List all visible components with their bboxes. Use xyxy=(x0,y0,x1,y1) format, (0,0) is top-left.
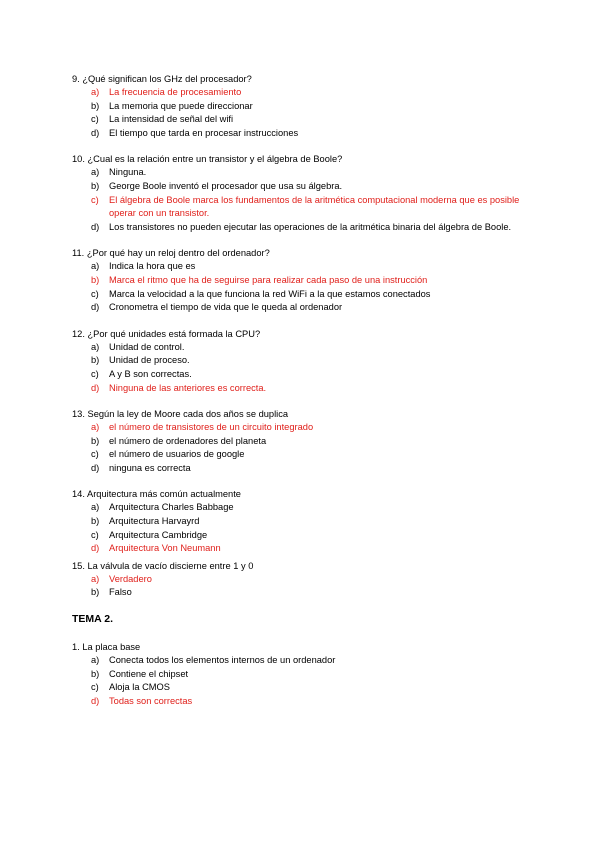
option-text: el número de ordenadores del planeta xyxy=(109,435,267,446)
answer-option xyxy=(91,462,532,476)
option-letter: a) xyxy=(91,502,100,513)
option-text: Arquitectura Cambridge xyxy=(109,529,208,540)
option-letter: c) xyxy=(91,682,99,693)
answer-option-correct xyxy=(91,194,532,221)
option-letter: d) xyxy=(91,302,100,313)
option-text: Arquitectura Von Neumann xyxy=(109,543,221,554)
option-text: Ninguna. xyxy=(109,167,147,178)
answer-option-correct xyxy=(91,274,532,288)
tema-2-questions xyxy=(72,640,532,708)
question xyxy=(72,72,532,140)
option-letter: b) xyxy=(91,274,100,285)
question xyxy=(72,407,532,475)
answer-option xyxy=(91,668,532,682)
question xyxy=(72,246,532,314)
option-text: Falso xyxy=(109,587,132,598)
question xyxy=(72,327,532,395)
option-letter: d) xyxy=(91,695,100,706)
option-letter: c) xyxy=(91,288,99,299)
option-letter: b) xyxy=(91,435,100,446)
question-title: 11. ¿Por qué hay un reloj dentro del ordenador? xyxy=(72,248,270,259)
answer-option-correct xyxy=(91,542,532,556)
option-letter: c) xyxy=(91,529,99,540)
option-text: Verdadero xyxy=(109,573,152,584)
option-letter: c) xyxy=(91,449,99,460)
option-letter: c) xyxy=(91,194,99,205)
option-letter: b) xyxy=(91,587,100,598)
answer-option xyxy=(91,654,532,668)
option-text: Contiene el chipset xyxy=(109,668,189,679)
option-text: El tiempo que tarda en procesar instrucciones xyxy=(109,127,299,138)
answer-option xyxy=(91,448,532,462)
option-letter: a) xyxy=(91,341,100,352)
question-title: 12. ¿Por qué unidades está formada la CPU? xyxy=(72,328,261,339)
question-title: 15. La válvula de vacío discierne entre 1 y 0 xyxy=(72,560,254,571)
section-title: TEMA 2. xyxy=(72,613,114,626)
answer-option xyxy=(91,127,532,141)
question xyxy=(72,559,532,600)
question xyxy=(72,640,532,708)
answer-option xyxy=(91,288,532,302)
question-title: 13. Según la ley de Moore cada dos años se duplica xyxy=(72,409,289,420)
option-letter: d) xyxy=(91,127,100,138)
option-text: Todas son correctas xyxy=(109,695,193,706)
answer-option xyxy=(91,586,532,600)
answer-option xyxy=(91,260,532,274)
answer-option xyxy=(91,341,532,355)
answer-option xyxy=(91,100,532,114)
option-text: Aloja la CMOS xyxy=(109,682,170,693)
option-text: Arquitectura Harvayrd xyxy=(109,516,200,527)
option-text: A y B son correctas. xyxy=(109,368,192,379)
option-letter: b) xyxy=(91,668,100,679)
option-text: George Boole inventó el procesador que usa su álgebra. xyxy=(109,180,343,191)
option-text: El álgebra de Boole marca los fundamentos de la aritmética computacional moderna que es posible operar con un transistor. xyxy=(109,194,520,219)
option-letter: b) xyxy=(91,355,100,366)
answer-option xyxy=(91,681,532,695)
answer-option xyxy=(91,166,532,180)
option-letter: b) xyxy=(91,100,100,111)
option-text: Cronometra el tiempo de vida que le queda al ordenador xyxy=(109,302,343,313)
option-letter: b) xyxy=(91,180,100,191)
option-text: La intensidad de señal del wifi xyxy=(109,114,234,125)
option-text: Arquitectura Charles Babbage xyxy=(109,502,234,513)
option-letter: c) xyxy=(91,368,99,379)
option-letter: a) xyxy=(91,167,100,178)
answer-option xyxy=(91,354,532,368)
answer-option xyxy=(91,113,532,127)
option-letter: d) xyxy=(91,462,100,473)
option-letter: d) xyxy=(91,221,100,232)
question xyxy=(72,487,532,555)
answer-option xyxy=(91,435,532,449)
answer-option xyxy=(91,221,532,235)
question xyxy=(72,152,532,234)
option-letter: a) xyxy=(91,655,100,666)
tema-1-questions xyxy=(72,72,532,600)
answer-option xyxy=(91,515,532,529)
option-text: Ninguna de las anteriores es correcta. xyxy=(109,382,267,393)
option-text: Conecta todos los elementos internos de un ordenador xyxy=(109,655,336,666)
answer-option-correct xyxy=(91,695,532,709)
answer-option-correct xyxy=(91,86,532,100)
answer-option-correct xyxy=(91,573,532,587)
option-letter: a) xyxy=(91,422,100,433)
answer-option xyxy=(91,529,532,543)
option-letter: a) xyxy=(91,573,100,584)
question-title: 1. La placa base xyxy=(72,642,141,653)
option-text: La memoria que puede direccionar xyxy=(109,100,253,111)
question-title: 9. ¿Qué significan los GHz del procesador? xyxy=(72,74,252,84)
option-text: Unidad de proceso. xyxy=(109,355,190,366)
option-letter: a) xyxy=(91,87,100,97)
answer-option xyxy=(91,368,532,382)
question-title: 10. ¿Cual es la relación entre un transistor y el álgebra de Boole? xyxy=(72,154,343,165)
option-text: el número de usuarios de google xyxy=(109,449,245,460)
answer-option xyxy=(91,301,532,315)
answer-option-correct xyxy=(91,382,532,396)
option-text: La frecuencia de procesamiento xyxy=(109,87,242,97)
question-list xyxy=(72,72,532,720)
option-letter: c) xyxy=(91,114,99,125)
option-text: ninguna es correcta xyxy=(109,462,191,473)
option-text: Unidad de control. xyxy=(109,341,185,352)
option-text: el número de transistores de un circuito integrado xyxy=(109,422,314,433)
option-text: Marca la velocidad a la que funciona la red WiFi a la que estamos conectados xyxy=(109,288,431,299)
option-letter: b) xyxy=(91,516,100,527)
option-text: Indica la hora que es xyxy=(109,261,196,272)
answer-option xyxy=(91,501,532,515)
option-letter: d) xyxy=(91,382,100,393)
option-letter: a) xyxy=(91,261,100,272)
option-text: Marca el ritmo que ha de seguirse para realizar cada paso de una instrucción xyxy=(109,274,428,285)
answer-option xyxy=(91,180,532,194)
option-text: Los transistores no pueden ejecutar las operaciones de la aritmética binaria del álgebra de Boole. xyxy=(109,221,512,232)
answer-option-correct xyxy=(91,421,532,435)
option-letter: d) xyxy=(91,543,100,554)
question-title: 14. Arquitectura más común actualmente xyxy=(72,489,241,500)
